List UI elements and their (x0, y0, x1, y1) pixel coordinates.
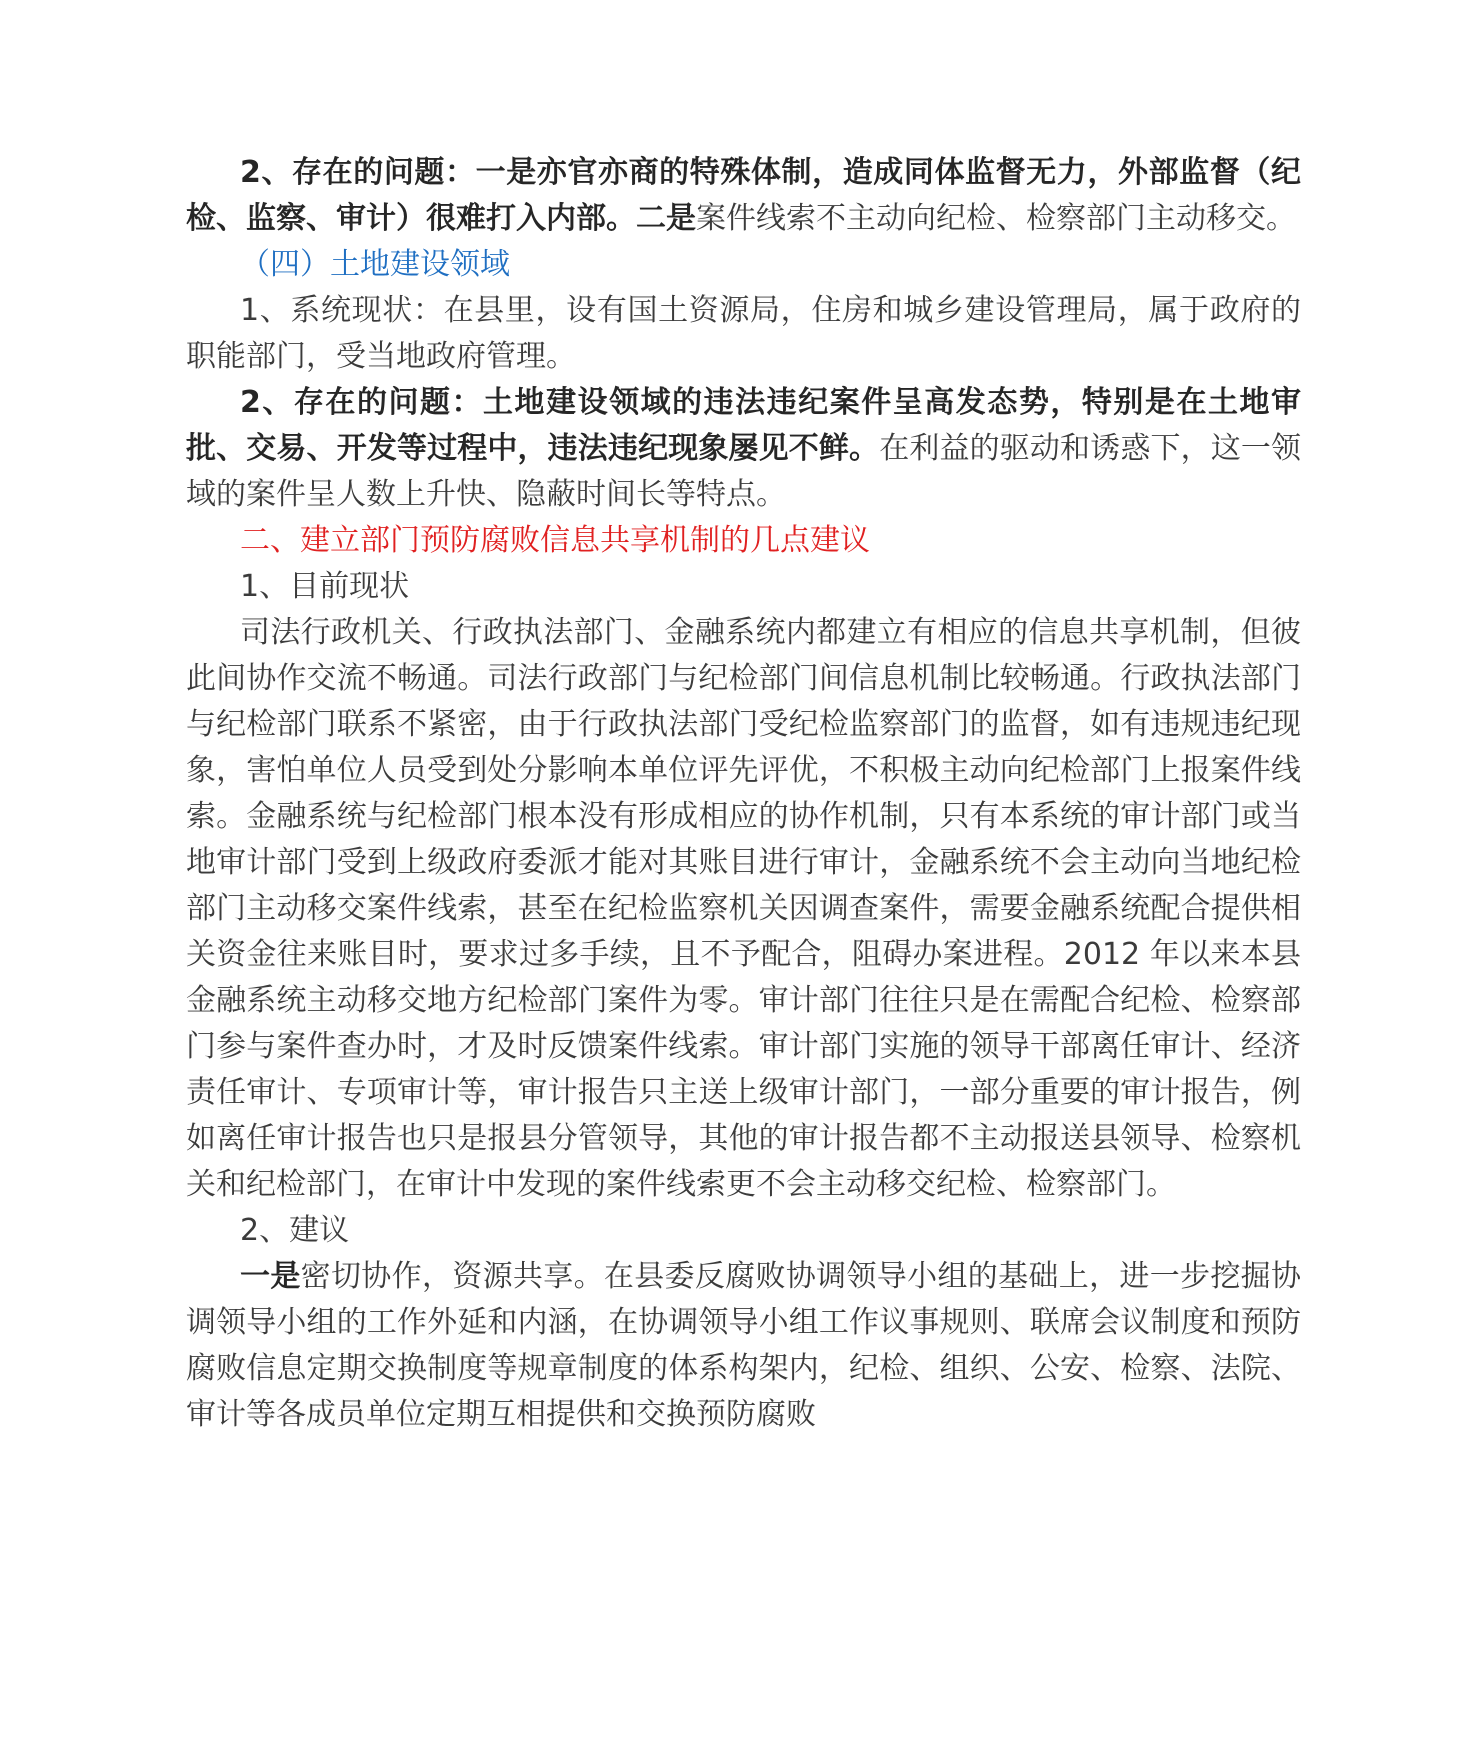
bold-lead-text: 一是 (240, 1259, 301, 1294)
paragraph-text: 案件线索不主动向纪检、检察部门主动移交。 (696, 201, 1296, 236)
paragraph-suggestion-one (186, 1254, 1301, 1438)
bold-lead-text: 2、存在的问题：土地建设领域的违法违纪案件呈高发态势，特别是在土地审批、交易、开发等过程中，违法违纪现象屡见不鲜。 (186, 385, 1301, 466)
section-heading-suggestions: 二、建立部门预防腐败信息共享机制的几点建议 (240, 523, 870, 558)
paragraph-problems-1 (186, 150, 1301, 242)
section-heading-land-construction: （四）土地建设领域 (240, 247, 510, 282)
paragraph-current-status-body: 司法行政机关、行政执法部门、金融系统内都建立有相应的信息共享机制，但彼此间协作交流不畅通。司法行政部门与纪检部门间信息机制比较畅通。行政执法部门与纪检部门联系不紧密，由于行政执法部门受纪检监察部门的监督，如有违规违纪现象，害怕单位人员受到处分影响本单位评先评优，不积极主动向纪检部门上报案件线索。金融系统与纪检部门根本没有形成相应的协作机制，只有本系统的审计部门或当地审计部门受到上级政府委派才能对其账目进行审计，金融系统不会主动向当地纪检部门主动移交案件线索，甚至在纪检监察机关因调查案件，需要金融系统配合提供相关资金往来账目时，要求过多手续，且不予配合，阻碍办案进程。2012 年以来本县金融系统主动移交地方纪检部门案件为零。审计部门往往只是在需配合纪检、检察部门参与案件查办时，才及时反馈案件线索。审计部门实施的领导干部离任审计、经济责任审计、专项审计等，审计报告只主送上级审计部门，一部分重要的审计报告，例如离任审计报告也只是报县分管领导，其他的审计报告都不主动报送县领导、检察机关和纪检部门，在审计中发现的案件线索更不会主动移交纪检、检察部门。 (186, 615, 1301, 1202)
paragraph-text: 密切协作，资源共享。在县委反腐败协调领导小组的基础上，进一步挖掘协调领导小组的工作外延和内涵，在协调领导小组工作议事规则、联席会议制度和预防腐败信息定期交换制度等规章制度的体系构架内，纪检、组织、公安、检察、法院、审计等各成员单位定期互相提供和交换预防腐败 (186, 1259, 1302, 1432)
paragraph-text: 在利益的驱动和诱惑下，这一领域的案件呈人数上升快、隐蔽时间长等特点。 (186, 431, 1302, 512)
document-body (186, 150, 1301, 1438)
paragraph-problems-2 (186, 380, 1301, 518)
paragraph-system-status: 1、系统现状：在县里，设有国土资源局，住房和城乡建设管理局，属于政府的职能部门，受当地政府管理。 (186, 293, 1301, 374)
subheading-suggestions: 2、建议 (240, 1213, 350, 1248)
bold-lead-text: 2、存在的问题：一是亦官亦商的特殊体制，造成同体监督无力，外部监督（纪检、监察、审计）很难打入内部。二是 (186, 155, 1301, 236)
subheading-current-status: 1、目前现状 (240, 569, 410, 604)
